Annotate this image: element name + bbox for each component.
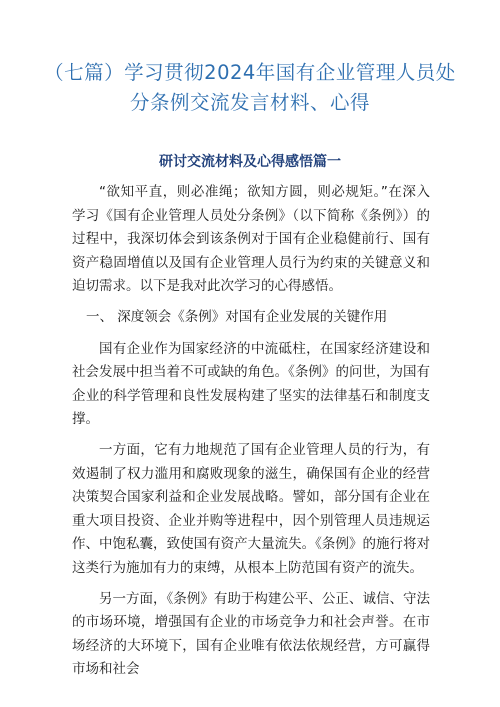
section-subtitle: 研讨交流材料及心得感悟篇一 — [159, 154, 341, 170]
body-paragraph: 国有企业作为国家经济的中流砥柱，在国家经济建设和社会发展中担当着不可或缺的角色。《条例》的问世，为国有企业的科学管理和良性发展构建了坚实的法律基石和制度支撑。 — [72, 340, 430, 428]
body-paragraph: 另一方面，《条例》有助于构建公平、公正、诚信、守法的市场环境，增强国有企业的市场竞争力和社会声誉。在市场经济的大环境下，国有企业唯有依法依规经营，方可赢得市场和社会 — [72, 590, 430, 678]
document-body — [72, 181, 430, 689]
body-paragraph: “欲知平直，则必准绳；欲知方圆，则必规矩。”在深入学习《国有企业管理人员处分条例》（以下简称《条例》）的过程中，我深切体会到该条例对于国有企业稳健前行、国有资产稳固增值以及国有企业管理人员行为约束的关键意义和迫切需求。以下是我对此次学习的心得感悟。 — [72, 184, 430, 295]
body-paragraph: 一方面，它有力地规范了国有企业管理人员的行为，有效遏制了权力滥用和腐败现象的滋生，确保国有企业的经营决策契合国家利益和企业发展战略。譬如，部分国有企业在重大项目投资、企业并购等进程中，因个别管理人员违规运作、中饱私囊，致使国有资产大量流失。《条例》的施行将对这类行为施加有力的束缚，从根本上防范国有资产的流失。 — [72, 441, 430, 576]
section-heading: 一、 深度领会《条例》对国有企业发展的关键作用 — [86, 308, 388, 325]
document-title: （七篇）学习贯彻2024年国有企业管理人员处分条例交流发言材料、心得 — [44, 61, 456, 114]
